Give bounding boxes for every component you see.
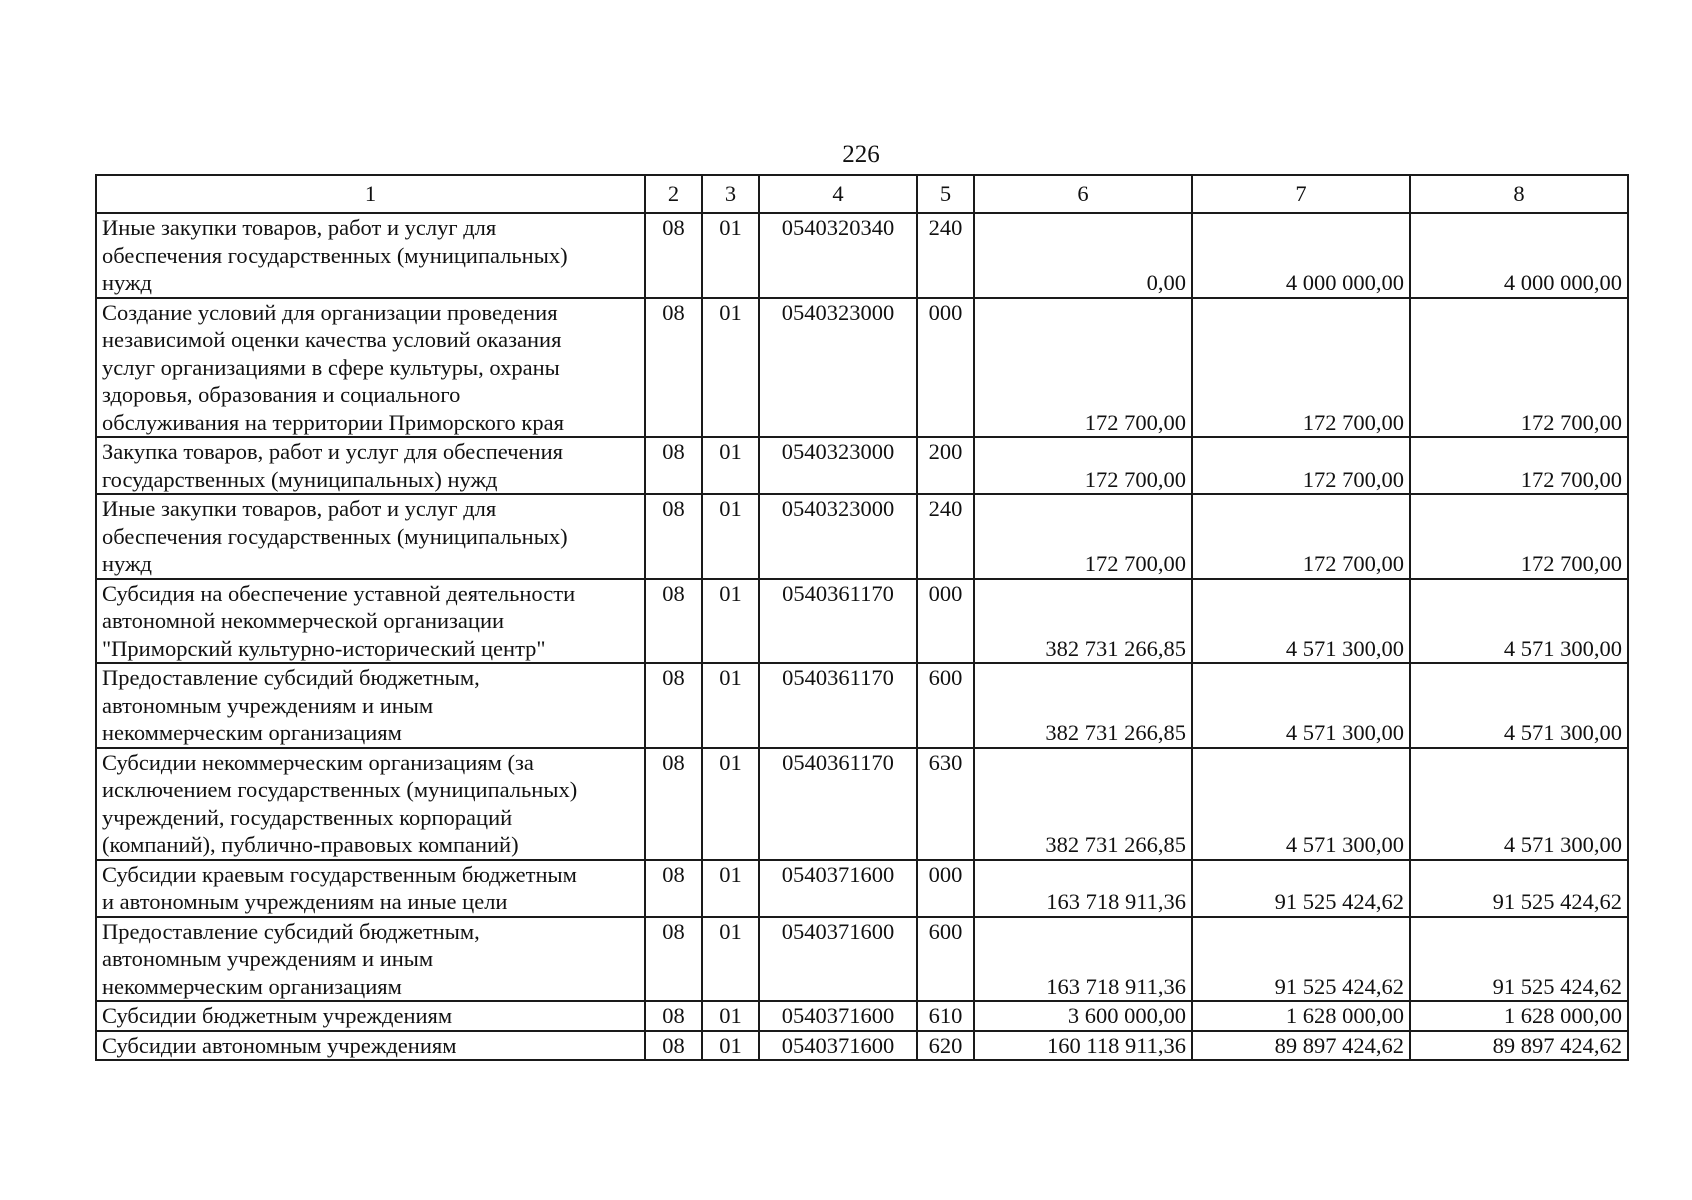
amount-cell-c7: 91 525 424,62 <box>1192 860 1410 917</box>
code-cell-c5: 630 <box>917 748 974 860</box>
code-cell-c4: 0540361170 <box>759 663 917 748</box>
row-name-line: Субсидии автономным учреждениям <box>102 1032 457 1058</box>
code-cell-c2: 08 <box>645 748 702 860</box>
header-cell: 5 <box>917 175 974 213</box>
code-cell-c2: 08 <box>645 1001 702 1031</box>
table-row <box>96 579 1628 664</box>
code-cell-c4: 0540371600 <box>759 1031 917 1061</box>
amount-cell-c8: 89 897 424,62 <box>1410 1031 1628 1061</box>
table-row <box>96 298 1628 438</box>
code-cell-c4: 0540323000 <box>759 494 917 579</box>
amount-cell-c6: 172 700,00 <box>974 437 1192 494</box>
row-name-line: обеспечения государственных (муниципальных) <box>102 242 568 268</box>
row-name-line: и автономным учреждениям на иные цели <box>102 889 508 914</box>
code-cell-c2: 08 <box>645 213 702 298</box>
amount-cell-c6: 382 731 266,85 <box>974 663 1192 748</box>
header-cell: 3 <box>702 175 759 213</box>
amount-cell-c7: 89 897 424,62 <box>1192 1031 1410 1061</box>
amount-cell-c6: 0,00 <box>974 213 1192 298</box>
code-cell-c3: 01 <box>702 213 759 298</box>
row-name-cell <box>96 579 645 664</box>
row-name-line: Субсидии краевым государственным бюджетным <box>102 861 577 887</box>
amount-cell-c7: 4 571 300,00 <box>1192 579 1410 664</box>
amount-cell-c8: 91 525 424,62 <box>1410 860 1628 917</box>
row-name-line: Создание условий для организации проведения <box>102 299 558 325</box>
header-cell: 7 <box>1192 175 1410 213</box>
code-cell-c2: 08 <box>645 437 702 494</box>
header-cell: 4 <box>759 175 917 213</box>
amount-cell-c8: 172 700,00 <box>1410 437 1628 494</box>
row-name-line: (компаний), публично-правовых компаний) <box>102 832 519 857</box>
amount-cell-c8: 4 571 300,00 <box>1410 663 1628 748</box>
row-name-cell <box>96 917 645 1002</box>
code-cell-c5: 000 <box>917 579 974 664</box>
amount-cell-c6: 163 718 911,36 <box>974 860 1192 917</box>
row-name-line: Иные закупки товаров, работ и услуг для <box>102 496 497 521</box>
code-cell-c5: 240 <box>917 494 974 579</box>
amount-cell-c7: 4 571 300,00 <box>1192 748 1410 860</box>
row-name-line: Субсидия на обеспечение уставной деятельности <box>102 580 576 606</box>
table-row <box>96 860 1628 917</box>
row-name-cell <box>96 213 645 298</box>
code-cell-c3: 01 <box>702 1001 759 1031</box>
row-name-line: обслуживания на территории Приморского края <box>102 409 564 435</box>
row-name-line: учреждений, государственных корпораций <box>102 804 513 830</box>
amount-cell-c7: 91 525 424,62 <box>1192 917 1410 1002</box>
code-cell-c2: 08 <box>645 579 702 664</box>
code-cell-c4: 0540323000 <box>759 437 917 494</box>
code-cell-c3: 01 <box>702 437 759 494</box>
code-cell-c5: 620 <box>917 1031 974 1061</box>
row-name-cell <box>96 494 645 579</box>
table-row <box>96 917 1628 1002</box>
code-cell-c4: 0540323000 <box>759 298 917 438</box>
row-name-line: автономной некоммерческой организации <box>102 608 505 633</box>
amount-cell-c8: 4 000 000,00 <box>1410 213 1628 298</box>
row-name-line: некоммерческим организациям <box>102 973 402 999</box>
amount-cell-c7: 4 571 300,00 <box>1192 663 1410 748</box>
code-cell-c3: 01 <box>702 579 759 664</box>
code-cell-c5: 000 <box>917 298 974 438</box>
code-cell-c2: 08 <box>645 298 702 438</box>
code-cell-c2: 08 <box>645 663 702 748</box>
row-name-line: Субсидии некоммерческим организациям (за <box>102 749 534 775</box>
header-cell: 6 <box>974 175 1192 213</box>
header-row <box>96 175 1628 213</box>
row-name-line: Иные закупки товаров, работ и услуг для <box>102 215 497 240</box>
code-cell-c2: 08 <box>645 494 702 579</box>
code-cell-c4: 0540361170 <box>759 748 917 860</box>
row-name-line: Субсидии бюджетным учреждениям <box>102 1003 453 1028</box>
row-name-cell <box>96 663 645 748</box>
code-cell-c3: 01 <box>702 917 759 1002</box>
row-name-cell <box>96 298 645 438</box>
code-cell-c5: 600 <box>917 663 974 748</box>
row-name-line: автономным учреждениям и иным <box>102 692 434 718</box>
code-cell-c5: 240 <box>917 213 974 298</box>
table-row <box>96 663 1628 748</box>
code-cell-c5: 200 <box>917 437 974 494</box>
code-cell-c3: 01 <box>702 663 759 748</box>
row-name-line: государственных (муниципальных) нужд <box>102 466 498 492</box>
table-row <box>96 1001 1628 1031</box>
table-row <box>96 213 1628 298</box>
code-cell-c3: 01 <box>702 1031 759 1061</box>
code-cell-c4: 0540371600 <box>759 1001 917 1031</box>
header-cell: 8 <box>1410 175 1628 213</box>
amount-cell-c7: 172 700,00 <box>1192 298 1410 438</box>
header-cell: 2 <box>645 175 702 213</box>
code-cell-c4: 0540371600 <box>759 917 917 1002</box>
code-cell-c3: 01 <box>702 860 759 917</box>
amount-cell-c8: 1 628 000,00 <box>1410 1001 1628 1031</box>
amount-cell-c6: 382 731 266,85 <box>974 748 1192 860</box>
row-name-line: здоровья, образования и социального <box>102 382 461 407</box>
amount-cell-c7: 4 000 000,00 <box>1192 213 1410 298</box>
row-name-line: нужд <box>102 551 152 576</box>
table-row <box>96 494 1628 579</box>
header-cell: 1 <box>96 175 645 213</box>
code-cell-c3: 01 <box>702 494 759 579</box>
amount-cell-c8: 172 700,00 <box>1410 298 1628 438</box>
page-number: 226 <box>842 141 880 168</box>
row-name-line: автономным учреждениям и иным <box>102 946 434 971</box>
amount-cell-c7: 1 628 000,00 <box>1192 1001 1410 1031</box>
code-cell-c4: 0540371600 <box>759 860 917 917</box>
row-name-cell <box>96 437 645 494</box>
code-cell-c2: 08 <box>645 917 702 1002</box>
code-cell-c3: 01 <box>702 748 759 860</box>
row-name-cell <box>96 860 645 917</box>
code-cell-c3: 01 <box>702 298 759 438</box>
amount-cell-c6: 160 118 911,36 <box>974 1031 1192 1061</box>
amount-cell-c8: 172 700,00 <box>1410 494 1628 579</box>
code-cell-c4: 0540320340 <box>759 213 917 298</box>
amount-cell-c6: 3 600 000,00 <box>974 1001 1192 1031</box>
code-cell-c5: 600 <box>917 917 974 1002</box>
row-name-line: Закупка товаров, работ и услуг для обеспечения <box>102 439 563 464</box>
amount-cell-c6: 172 700,00 <box>974 298 1192 438</box>
code-cell-c5: 610 <box>917 1001 974 1031</box>
row-name-line: обеспечения государственных (муниципальных) <box>102 523 568 549</box>
table-row <box>96 1031 1628 1061</box>
table-row <box>96 437 1628 494</box>
row-name-cell <box>96 748 645 860</box>
row-name-line: независимой оценки качества условий оказания <box>102 327 562 352</box>
row-name-line: Предоставление субсидий бюджетным, <box>102 918 480 944</box>
row-name-line: Предоставление субсидий бюджетным, <box>102 665 480 690</box>
amount-cell-c8: 4 571 300,00 <box>1410 579 1628 664</box>
row-name-line: услуг организациями в сфере культуры, охраны <box>102 354 560 380</box>
amount-cell-c8: 91 525 424,62 <box>1410 917 1628 1002</box>
code-cell-c2: 08 <box>645 1031 702 1061</box>
table-row <box>96 748 1628 860</box>
budget-table <box>95 174 1629 1061</box>
row-name-line: "Приморский культурно-исторический центр" <box>102 635 546 661</box>
table-body <box>96 213 1628 1060</box>
code-cell-c4: 0540361170 <box>759 579 917 664</box>
row-name-cell <box>96 1031 645 1061</box>
amount-cell-c8: 4 571 300,00 <box>1410 748 1628 860</box>
row-name-line: некоммерческим организациям <box>102 720 402 745</box>
code-cell-c2: 08 <box>645 860 702 917</box>
row-name-line: нужд <box>102 270 152 295</box>
row-name-line: исключением государственных (муниципальных) <box>102 777 578 802</box>
amount-cell-c6: 382 731 266,85 <box>974 579 1192 664</box>
amount-cell-c7: 172 700,00 <box>1192 494 1410 579</box>
amount-cell-c6: 172 700,00 <box>974 494 1192 579</box>
amount-cell-c6: 163 718 911,36 <box>974 917 1192 1002</box>
code-cell-c5: 000 <box>917 860 974 917</box>
row-name-cell <box>96 1001 645 1031</box>
amount-cell-c7: 172 700,00 <box>1192 437 1410 494</box>
